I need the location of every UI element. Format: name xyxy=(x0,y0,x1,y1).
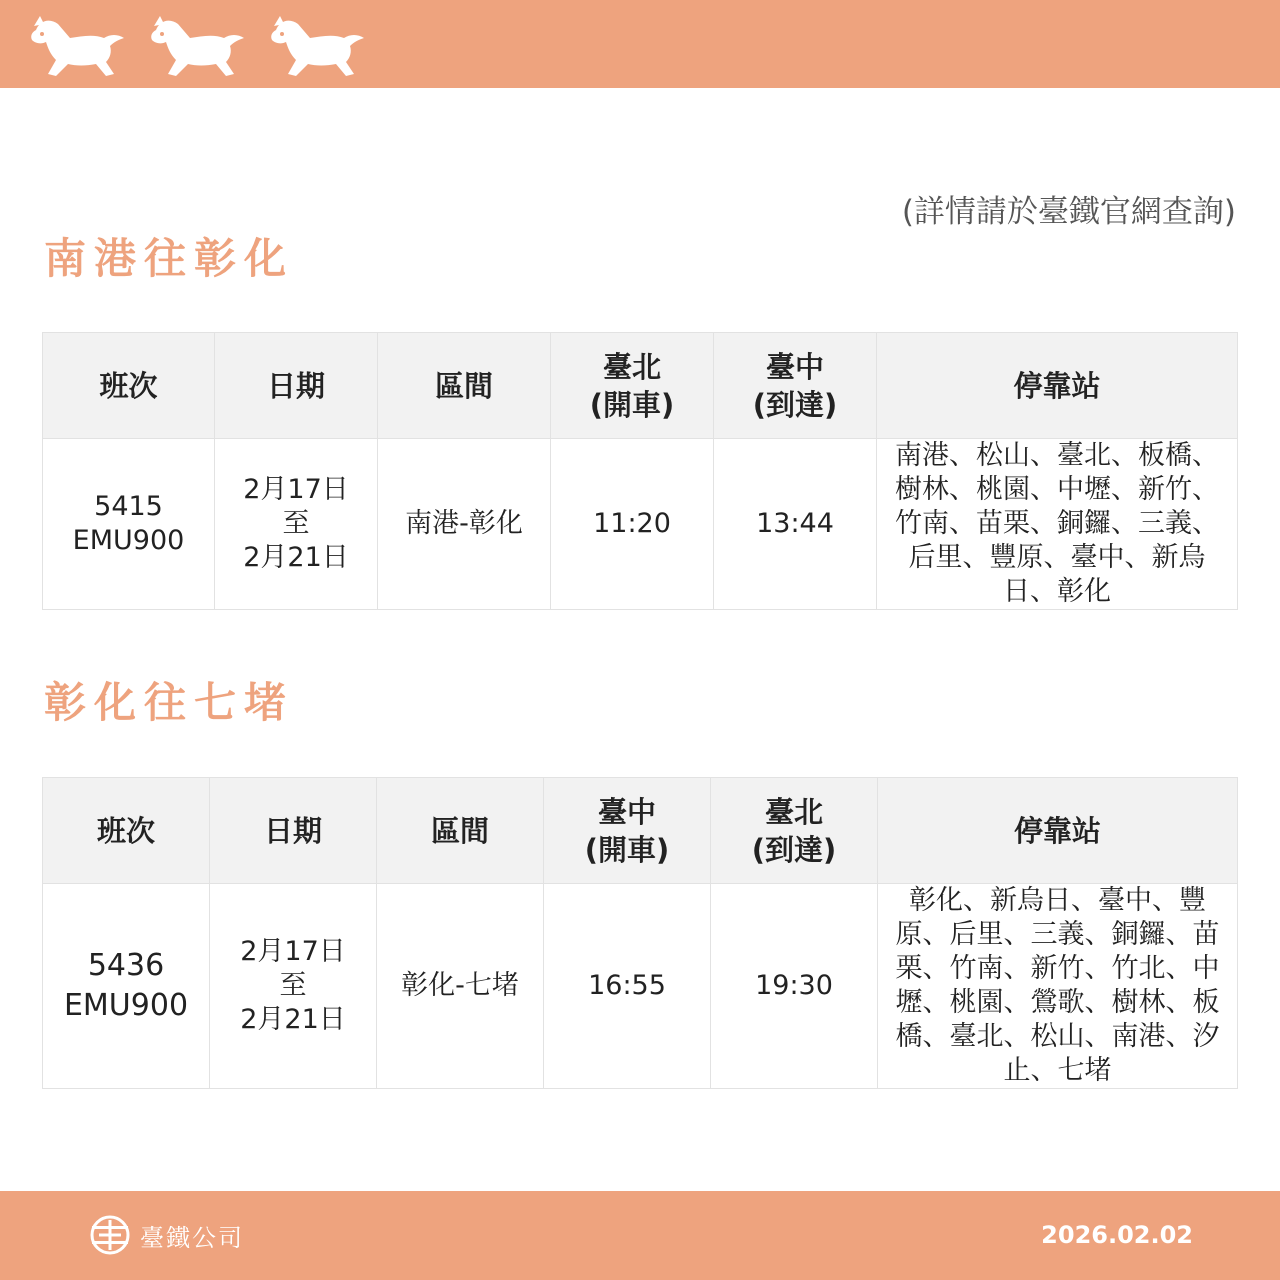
table-row xyxy=(43,884,1238,1089)
arrive-time: 19:30 xyxy=(711,884,878,1089)
date-range: 2月17日 至 2月21日 xyxy=(215,439,378,610)
header-route: 區間 xyxy=(378,333,551,439)
top-banner xyxy=(0,0,1280,88)
depart-time: 16:55 xyxy=(544,884,711,1089)
header-depart: 臺北 (開車) xyxy=(551,333,714,439)
tra-logo-icon xyxy=(89,1214,131,1256)
header-stops: 停靠站 xyxy=(878,778,1238,884)
horse-icon xyxy=(266,8,366,80)
horse-icon xyxy=(146,8,246,80)
details-note: (詳情請於臺鐵官網查詢) xyxy=(901,194,1236,230)
depart-time: 11:20 xyxy=(551,439,714,610)
header-depart: 臺中 (開車) xyxy=(544,778,711,884)
table-header-row xyxy=(43,333,1238,439)
schedule-table-5436 xyxy=(42,777,1238,1089)
company-name: 臺鐵公司 xyxy=(140,1224,244,1252)
header-arrive: 臺中 (到達) xyxy=(714,333,877,439)
table-row xyxy=(43,439,1238,610)
arrive-time: 13:44 xyxy=(714,439,877,610)
train-number: 5436 EMU900 xyxy=(43,884,210,1089)
date-range: 2月17日 至 2月21日 xyxy=(210,884,377,1089)
header-stops: 停靠站 xyxy=(877,333,1238,439)
header-date: 日期 xyxy=(215,333,378,439)
footer-bar xyxy=(0,1191,1280,1280)
train-number: 5415 EMU900 xyxy=(43,439,215,610)
header-route: 區間 xyxy=(377,778,544,884)
publish-date: 2026.02.02 xyxy=(1041,1221,1193,1249)
route: 彰化-七堵 xyxy=(377,884,544,1089)
schedule-table-5415 xyxy=(42,332,1238,610)
section-title-nangang-changhua: 南港往彰化 xyxy=(44,234,295,283)
section-title-changhua-qidu: 彰化往七堵 xyxy=(44,678,295,727)
header-date: 日期 xyxy=(210,778,377,884)
horse-icon xyxy=(26,8,126,80)
stops-list: 彰化、新烏日、臺中、豐原、后里、三義、銅鑼、苗栗、竹南、新竹、竹北、中壢、桃園、鶯歌、樹林、板橋、臺北、松山、南港、汐止、七堵 xyxy=(878,884,1238,1089)
header-arrive: 臺北 (到達) xyxy=(711,778,878,884)
stops-list: 南港、松山、臺北、板橋、樹林、桃園、中壢、新竹、竹南、苗栗、銅鑼、三義、后里、豐原、臺中、新烏日、彰化 xyxy=(877,439,1238,610)
route: 南港-彰化 xyxy=(378,439,551,610)
header-train-no: 班次 xyxy=(43,333,215,439)
header-train-no: 班次 xyxy=(43,778,210,884)
table-header-row xyxy=(43,778,1238,884)
